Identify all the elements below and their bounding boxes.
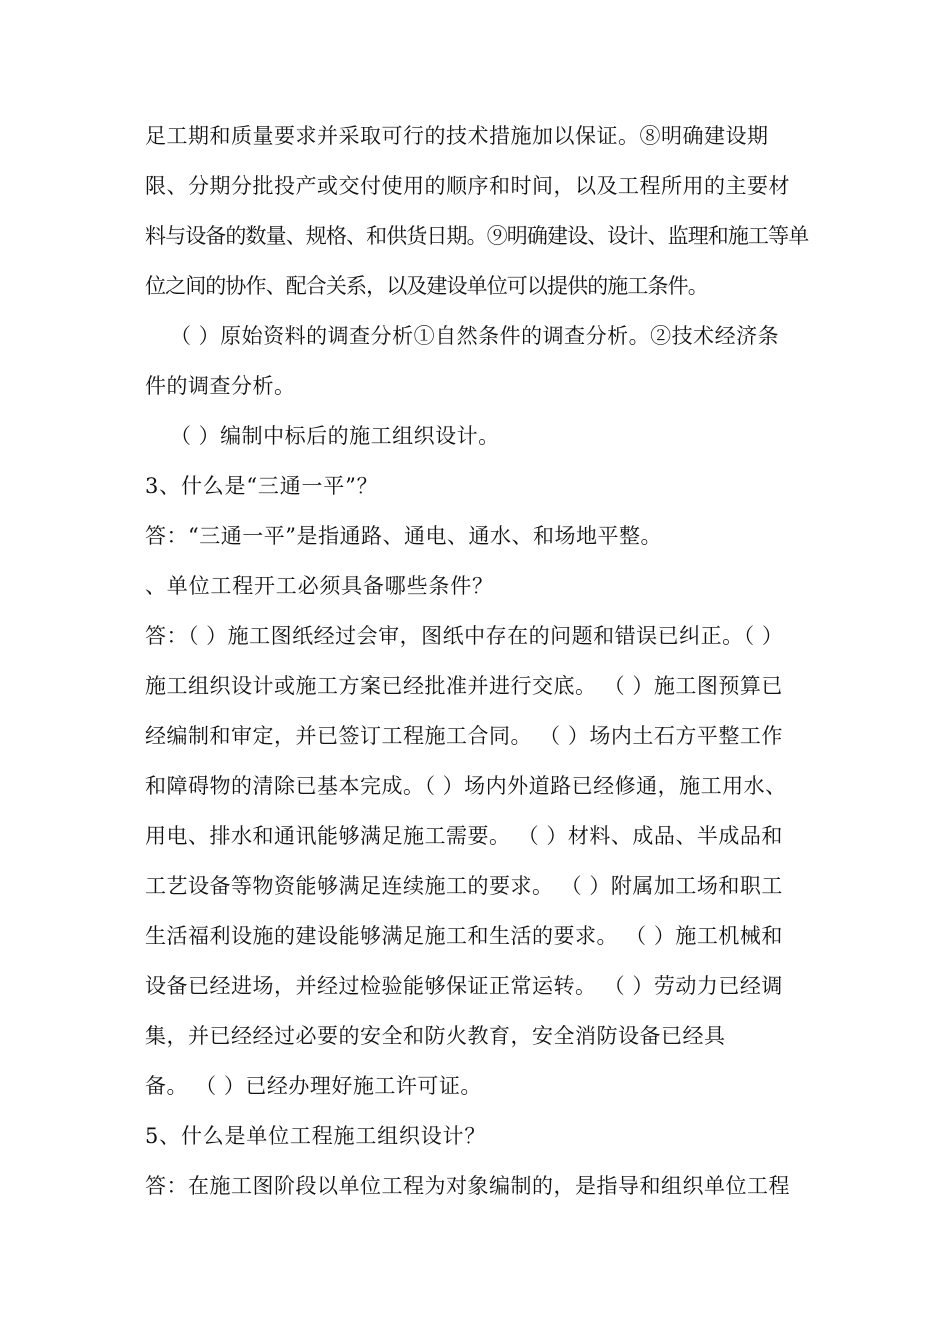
text-line: 料与设备的数量、规格、和供货日期。⑨明确建设、设计、监理和施工等单 [145,224,809,248]
answer-line: 答：（ ）施工图纸经过会审，图纸中存在的问题和错误已纠正。（ ） [145,624,784,648]
text-line: （ ）编制中标后的施工组织设计。 [170,424,500,448]
text-line: 集，并已经经过必要的安全和防火教育，安全消防设备已经具 [145,1024,726,1048]
text-line: 足工期和质量要求并采取可行的技术措施加以保证。⑧明确建设期 [145,124,769,148]
text-line: 施工组织设计或施工方案已经批准并进行交底。 （ ）施工图预算已 [145,674,783,698]
text-line: 备。 （ ）已经办理好施工许可证。 [145,1074,482,1098]
text-line: 用电、排水和通讯能够满足施工需要。 （ ）材料、成品、半成品和 [145,824,783,848]
text-line: 设备已经进场，并经过检验能够保证正常运转。 （ ）劳动力已经调 [145,974,783,998]
text-line: （ ）原始资料的调查分析①自然条件的调查分析。②技术经济条 [170,324,780,348]
text-line: 和障碍物的清除已基本完成。（ ）场内外道路已经修通，施工用水、 [145,774,787,798]
text-line: 件的调查分析。 [145,374,296,398]
text-line: 生活福利设施的建设能够满足施工和生活的要求。 （ ）施工机械和 [145,924,783,948]
text-line: 位之间的协作、配合关系，以及建设单位可以提供的施工条件。 [145,274,708,298]
text-line: 经编制和审定，并已签订工程施工合同。 （ ）场内土石方平整工作 [145,724,783,748]
answer-line: 答：在施工图阶段以单位工程为对象编制的，是指导和组织单位工程 [145,1174,790,1198]
text-line: 限、分期分批投产或交付使用的顺序和时间，以及工程所用的主要材 [145,174,790,198]
question-heading: 、单位工程开工必须具备哪些条件？ [145,574,494,598]
question-heading: 5、什么是单位工程施工组织设计？ [145,1124,487,1148]
answer-line: 答：“三通一平”是指通路、通电、通水、和场地平整。 [145,524,662,548]
question-heading: 3、什么是“三通一平”？ [145,474,379,498]
text-line: 工艺设备等物资能够满足连续施工的要求。 （ ）附属加工场和职工 [145,874,783,898]
